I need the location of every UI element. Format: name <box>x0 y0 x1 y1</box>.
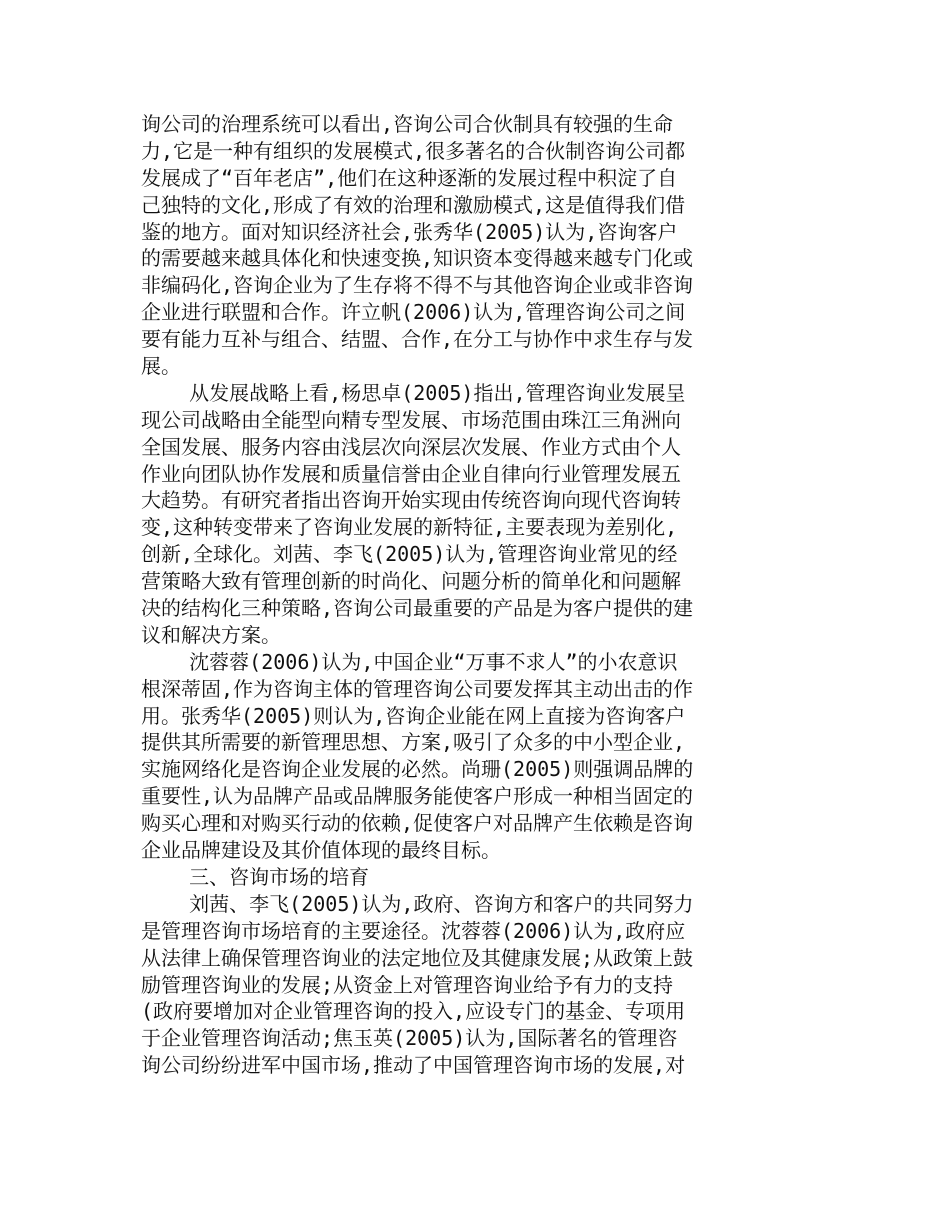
text-line: 非编码化,咨询企业为了生存将不得不与其他咨询企业或非咨询 <box>141 273 694 298</box>
text-line: 企业品牌建设及其价值体现的最终目标。 <box>141 838 501 863</box>
text-line: 是管理咨询市场培育的主要途径。沈蓉蓉(2006)认为,政府应 <box>141 918 686 943</box>
text-line: 提供其所需要的新管理思想、方案,吸引了众多的中小型企业, <box>141 730 686 755</box>
text-line: 询公司的治理系统可以看出,咨询公司合伙制具有较强的生命 <box>141 112 674 136</box>
text-line: 发展成了“百年老店”,他们在这种逐渐的发展过程中积淀了自 <box>141 165 678 190</box>
text-line: 购买心理和对购买行动的依赖,促使客户对品牌产生依赖是咨询 <box>141 811 694 836</box>
text-line: 三、咨询市场的培育 <box>141 864 370 889</box>
text-line: 用。张秀华(2005)则认为,咨询企业能在网上直接为咨询客户 <box>141 703 686 728</box>
text-line: 变,这种转变带来了咨询业发展的新特征,主要表现为差别化, <box>141 515 678 540</box>
text-line: 议和解决方案。 <box>141 622 281 647</box>
text-line: 要有能力互补与组合、结盟、合作,在分工与协作中求生存与发 <box>141 327 694 352</box>
text-line: 作业向团队协作发展和质量信誉由企业自律向行业管理发展五 <box>141 461 681 486</box>
text-line: 询公司纷纷进军中国市场,推动了中国管理咨询市场的发展,对 <box>141 1053 686 1078</box>
text-line: 鉴的地方。面对知识经济社会,张秀华(2005)认为,咨询客户 <box>141 219 678 244</box>
text-line: 创新,全球化。刘茜、李飞(2005)认为,管理咨询业常见的经 <box>141 542 678 567</box>
text-line: (政府要增加对企业管理咨询的投入,应设专门的基金、专项用 <box>141 999 686 1024</box>
text-line: 的需要越来越具体化和快速变换,知识资本变得越来越专门化或 <box>141 246 694 271</box>
text-line: 力,它是一种有组织的发展模式,很多著名的合伙制咨询公司都 <box>141 138 686 163</box>
text-line: 己独特的文化,形成了有效的治理和激励模式,这是值得我们借 <box>141 192 686 217</box>
body-text <box>141 111 751 1079</box>
text-line: 从法律上确保管理咨询业的法定地位及其健康发展;从政策上鼓 <box>141 945 694 970</box>
text-line: 励管理咨询业的发展;从资金上对管理咨询业给予有力的支持 <box>141 972 674 997</box>
text-line: 营策略大致有管理创新的时尚化、问题分析的简单化和问题解 <box>141 569 681 594</box>
text-line: 决的结构化三种策略,咨询公司最重要的产品是为客户提供的建 <box>141 596 694 621</box>
text-line: 大趋势。有研究者指出咨询开始实现由传统咨询向现代咨询转 <box>141 488 681 513</box>
text-line: 现公司战略由全能型向精专型发展、市场范围由珠江三角洲向 <box>141 407 681 432</box>
text-line: 企业进行联盟和合作。许立帆(2006)认为,管理咨询公司之间 <box>141 300 686 325</box>
text-line: 沈蓉蓉(2006)认为,中国企业“万事不求人”的小农意识 <box>141 649 678 674</box>
text-line: 展。 <box>141 354 181 379</box>
text-line: 重要性,认为品牌产品或品牌服务能使客户形成一种相当固定的 <box>141 784 694 809</box>
text-line: 从发展战略上看,杨思卓(2005)指出,管理咨询业发展呈 <box>141 380 686 405</box>
text-line: 实施网络化是咨询企业发展的必然。尚珊(2005)则强调品牌的 <box>141 757 694 782</box>
text-line: 全国发展、服务内容由浅层次向深层次发展、作业方式由个人 <box>141 434 681 459</box>
text-line: 刘茜、李飞(2005)认为,政府、咨询方和客户的共同努力 <box>141 891 694 916</box>
text-line: 根深蒂固,作为咨询主体的管理咨询公司要发挥其主动出击的作 <box>141 676 694 701</box>
text-line: 于企业管理咨询活动;焦玉英(2005)认为,国际著名的管理咨 <box>141 1026 678 1051</box>
